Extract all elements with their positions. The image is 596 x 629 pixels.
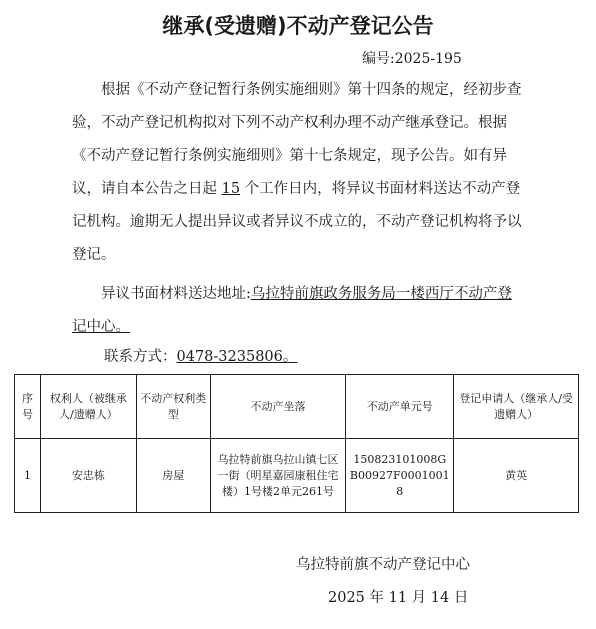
address-label: 异议书面材料送达地址: — [101, 286, 251, 302]
cell-right-type: 房屋 — [136, 439, 210, 513]
notice-paragraph-2 — [72, 278, 524, 344]
contact-line — [104, 342, 297, 372]
cell-unit-number: 150823101008GB00927F00010018 — [346, 439, 454, 513]
contact-label: 联系方式： — [104, 349, 177, 365]
paragraph-1-text: 根据《不动产登记暂行条例实施细则》第十四条的规定，经初步查验，不动产登记机构拟对下列不动产权利办理不动产继承登记。根据《不动产登记暂行条例实施细则》第十七条规定，现予公告。如有异议，请自本公告之日起 — [72, 82, 522, 197]
signature-org: 乌拉特前旗不动产登记中心 — [296, 557, 470, 573]
table-row — [15, 439, 579, 513]
notice-title: 继承(受遗赠)不动产登记公告 — [162, 14, 434, 38]
notice-paragraph-1 — [72, 74, 524, 272]
contact-phone: 0478-3235806。 — [176, 349, 298, 365]
property-table — [14, 374, 579, 513]
header-applicant: 登记申请人（继承人/受遗赠人） — [454, 375, 579, 439]
header-owner: 权利人（被继承人/遗赠人） — [40, 375, 136, 439]
header-unit-number: 不动产单元号 — [346, 375, 454, 439]
paragraph-1-text-cont: 个工作日内，将异议书面材料送达不动产登记机构。逾期无人提出异议或者异议不成立的，不动产登记机构将予以登记。 — [72, 181, 522, 263]
objection-address: 乌拉特前旗政务服务局一楼西厅不动产登记中心。 — [72, 286, 512, 335]
signature-date: 2025 年 11 月 14 日 — [328, 590, 469, 606]
cell-location: 乌拉特前旗乌拉山镇七区一街（明星嘉园康租住宅楼）1号楼2单元261号 — [210, 439, 346, 513]
objection-days: 15 — [221, 181, 241, 197]
header-index: 序号 — [15, 375, 41, 439]
cell-owner: 安忠栋 — [40, 439, 136, 513]
header-right-type: 不动产权利类型 — [136, 375, 210, 439]
cell-applicant: 黄英 — [454, 439, 579, 513]
cell-index: 1 — [15, 439, 41, 513]
serial-number: 编号:2025-195 — [362, 51, 462, 67]
table-header-row — [15, 375, 579, 439]
header-location: 不动产坐落 — [210, 375, 346, 439]
